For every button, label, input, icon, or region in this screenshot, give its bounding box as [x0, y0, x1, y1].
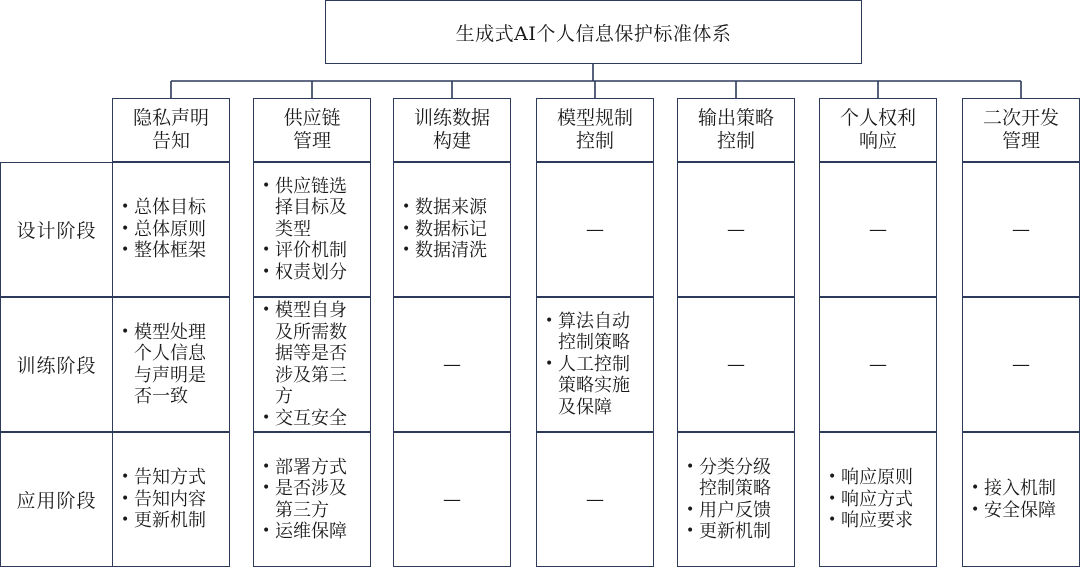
empty-dash: — — [869, 354, 887, 375]
diagram-title: 生成式AI个人信息保护标准体系 — [455, 22, 732, 45]
column-header-label: 输出策略 控制 — [697, 107, 774, 152]
column-header-1 — [112, 98, 230, 162]
column-header-label: 个人权利 响应 — [839, 107, 916, 152]
column-header-label: 训练数据 构建 — [413, 107, 490, 152]
empty-dash: — — [443, 489, 461, 510]
bullet-item: • 运维保障 — [262, 521, 347, 543]
cell-r1-c5 — [677, 162, 795, 297]
cell-r3-c7 — [962, 432, 1080, 567]
bullet-item: • 权责划分 — [262, 262, 347, 284]
cell-r2-c6 — [819, 297, 937, 432]
bullet-item: • 是否涉及 第三方 — [262, 478, 347, 521]
column-header-4 — [536, 98, 654, 162]
bullet-list — [254, 457, 347, 543]
bullet-item: • 模型自身 及所需数 据等是否 涉及第三 方 — [262, 300, 347, 408]
bullet-list — [113, 197, 206, 262]
column-header-3 — [393, 98, 511, 162]
empty-dash: — — [1012, 354, 1030, 375]
bullet-item: • 安全保障 — [971, 500, 1056, 522]
stage-label-text: 训练阶段 — [16, 355, 97, 377]
column-header-6 — [819, 98, 937, 162]
empty-dash: — — [869, 219, 887, 240]
bullet-item: • 告知方式 — [121, 467, 206, 489]
column-header-2 — [253, 98, 371, 162]
bullet-item: • 模型处理 个人信息 与声明是 否一致 — [121, 322, 206, 408]
bullet-list — [113, 467, 206, 532]
bullet-item: • 更新机制 — [121, 510, 206, 532]
bullet-list — [678, 457, 771, 543]
stage-label-text: 应用阶段 — [16, 490, 97, 512]
cell-r3-c5 — [677, 432, 795, 567]
bullet-item: • 数据来源 — [402, 197, 487, 219]
cell-r2-c5 — [677, 297, 795, 432]
bullet-list — [963, 478, 1056, 521]
empty-dash: — — [1012, 219, 1030, 240]
diagram-title-box — [325, 0, 862, 64]
bullet-list — [537, 311, 630, 419]
cell-r3-c1 — [112, 432, 230, 567]
bullet-item: • 供应链选 择目标及 类型 — [262, 176, 347, 241]
bullet-item: • 响应要求 — [828, 510, 913, 532]
column-header-label: 供应链 管理 — [283, 107, 341, 152]
empty-dash: — — [727, 219, 745, 240]
bullet-item: • 整体框架 — [121, 240, 206, 262]
cell-r2-c1 — [112, 297, 230, 432]
stage-label-text: 设计阶段 — [16, 220, 97, 242]
cell-r3-c2 — [253, 432, 371, 567]
cell-r3-c3 — [393, 432, 511, 567]
bullet-item: • 数据清洗 — [402, 240, 487, 262]
bullet-item: • 分类分级 控制策略 — [686, 457, 771, 500]
column-header-label: 模型规制 控制 — [556, 107, 633, 152]
empty-dash: — — [586, 489, 604, 510]
cell-r2-c7 — [962, 297, 1080, 432]
column-header-label: 隐私声明 告知 — [132, 107, 209, 152]
bullet-item: • 用户反馈 — [686, 500, 771, 522]
bullet-item: • 接入机制 — [971, 478, 1056, 500]
column-header-7 — [962, 98, 1080, 162]
cell-r1-c6 — [819, 162, 937, 297]
cell-r3-c4 — [536, 432, 654, 567]
empty-dash: — — [443, 354, 461, 375]
stage-label-2 — [0, 297, 113, 432]
cell-r1-c1 — [112, 162, 230, 297]
bullet-item: • 评价机制 — [262, 240, 347, 262]
bullet-list — [820, 467, 913, 532]
bullet-item: • 更新机制 — [686, 521, 771, 543]
cell-r1-c4 — [536, 162, 654, 297]
column-header-label: 二次开发 管理 — [982, 107, 1059, 152]
column-header-5 — [677, 98, 795, 162]
bullet-list — [394, 197, 487, 262]
empty-dash: — — [586, 219, 604, 240]
bullet-item: • 总体目标 — [121, 197, 206, 219]
bullet-item: • 交互安全 — [262, 408, 347, 430]
bullet-list — [254, 176, 347, 284]
cell-r1-c3 — [393, 162, 511, 297]
bullet-list — [254, 300, 347, 429]
cell-r2-c3 — [393, 297, 511, 432]
bullet-item: • 响应原则 — [828, 467, 913, 489]
cell-r1-c2 — [253, 162, 371, 297]
cell-r2-c2 — [253, 297, 371, 432]
bullet-item: • 算法自动 控制策略 — [545, 311, 630, 354]
cell-r3-c6 — [819, 432, 937, 567]
empty-dash: — — [727, 354, 745, 375]
bullet-item: • 人工控制 策略实施 及保障 — [545, 354, 630, 419]
bullet-list — [113, 322, 206, 408]
stage-label-1 — [0, 162, 113, 297]
bullet-item: • 部署方式 — [262, 457, 347, 479]
bullet-item: • 告知内容 — [121, 489, 206, 511]
cell-r2-c4 — [536, 297, 654, 432]
stage-label-3 — [0, 432, 113, 567]
cell-r1-c7 — [962, 162, 1080, 297]
bullet-item: • 数据标记 — [402, 219, 487, 241]
bullet-item: • 总体原则 — [121, 219, 206, 241]
bullet-item: • 响应方式 — [828, 489, 913, 511]
